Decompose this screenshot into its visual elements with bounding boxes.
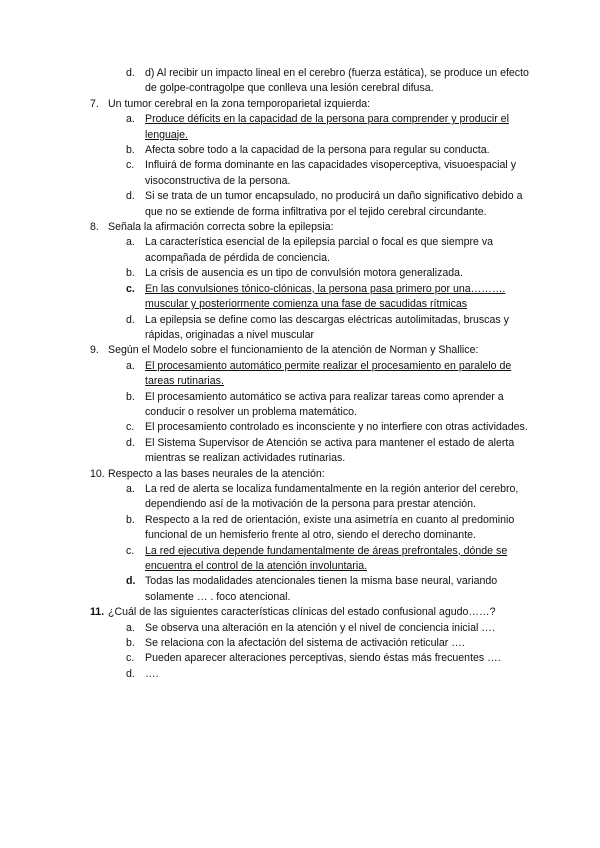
answer-option: [0, 651, 600, 666]
question-text: Según el Modelo sobre el funcionamiento de la atención de Norman y Shallice:: [108, 344, 479, 357]
option-letter: c.: [126, 159, 135, 172]
option-text: La característica esencial de la epilepsia parcial o focal es que siempre va acompañada de pérdida de conciencia.: [145, 236, 494, 264]
answer-option: [0, 66, 600, 97]
question-number: 8.: [90, 221, 99, 234]
option-text: La red ejecutiva depende fundamentalmente de áreas prefrontales, dónde se encuentra el control de la atención involuntaria.: [145, 544, 508, 572]
option-letter: d.: [126, 667, 135, 680]
option-letter: a.: [126, 236, 135, 249]
option-text: Respecto a la red de orientación, existe una asimetría en cuanto al predominio funcional de un hemisferio frente al otro, siendo el derecho dominante.: [145, 513, 515, 542]
option-letter: b.: [126, 267, 135, 280]
answer-option: [0, 544, 600, 575]
option-letter: c.: [126, 652, 135, 665]
option-letter: c.: [126, 544, 135, 557]
option-text: Se relaciona con la afectación del sistema de activación reticular ….: [145, 637, 465, 650]
answer-option: [0, 420, 600, 435]
question-number: 10.: [90, 467, 105, 480]
question-number: 7.: [90, 97, 99, 110]
option-text: La red de alerta se localiza fundamentalmente en la región anterior del cerebro, dependiendo así de la motivación de la persona para prestar atención.: [145, 482, 519, 511]
option-text: Afecta sobre todo a la capacidad de la persona para regular su conducta.: [145, 144, 490, 157]
answer-option: [0, 667, 600, 682]
question: [0, 343, 600, 358]
option-text: En las convulsiones tónico-clónicas, la persona pasa primero por una………. muscular y posteriormente comienza una fase de sacudidas rítmicas: [145, 282, 506, 311]
option-text: Si se trata de un tumor encapsulado, no producirá un daño significativo debido a que no se extiende de forma infiltrativa por el tejido cerebral circundante.: [145, 190, 523, 218]
question-number: 9.: [90, 344, 99, 357]
answer-option: [0, 143, 600, 158]
option-text: Influirá de forma dominante en las capacidades visoperceptiva, visuoespacial y visoconstructiva de la persona.: [145, 159, 516, 187]
answer-option: [0, 189, 600, 220]
option-letter: a.: [126, 113, 135, 126]
answer-option: [0, 112, 600, 143]
answer-option: [0, 621, 600, 636]
option-letter: d.: [126, 190, 135, 203]
option-letter: a.: [126, 482, 135, 495]
option-text: La crisis de ausencia es un tipo de convulsión motora generalizada.: [145, 267, 464, 280]
answer-option: [0, 436, 600, 467]
option-text: El procesamiento controlado es inconsciente y no interfiere con otras actividades.: [145, 421, 528, 434]
option-text: El Sistema Supervisor de Atención se activa para mantener el estado de alerta mientras se realizan actividades rutinarias.: [145, 436, 515, 465]
option-letter: d.: [126, 67, 135, 79]
option-text: La epilepsia se define como las descargas eléctricas autolimitadas, bruscas y rápidas, originadas a nivel muscular: [145, 313, 509, 341]
question: [0, 220, 600, 235]
option-letter: d.: [126, 313, 135, 326]
answer-option: [0, 235, 600, 266]
answer-option: [0, 390, 600, 421]
option-letter: c.: [126, 282, 135, 295]
answer-option: [0, 359, 600, 390]
answer-option: [0, 482, 600, 513]
answer-option: [0, 574, 600, 605]
question-text: Un tumor cerebral en la zona temporoparietal izquierda:: [108, 97, 371, 110]
document-page: [0, 66, 600, 682]
answer-option: [0, 158, 600, 189]
question-number: 11.: [90, 606, 105, 619]
option-text: Pueden aparecer alteraciones perceptivas, siendo éstas más frecuentes ….: [145, 652, 501, 665]
question-text: Señala la afirmación correcta sobre la epilepsia:: [108, 221, 334, 234]
option-letter: d.: [126, 575, 136, 588]
option-text: El procesamiento automático permite realizar el procesamiento en paralelo de tareas rutinarias.: [145, 359, 512, 388]
option-letter: d.: [126, 436, 135, 449]
question-text: Respecto a las bases neurales de la atención:: [108, 467, 325, 480]
option-letter: b.: [126, 637, 135, 650]
option-letter: b.: [126, 390, 135, 403]
option-text: El procesamiento automático se activa para realizar tareas como aprender a conducir o resolver un problema matemático.: [145, 390, 504, 418]
option-letter: c.: [126, 421, 135, 434]
answer-option: [0, 513, 600, 544]
option-text: Produce déficits en la capacidad de la persona para comprender y producir el lenguaje.: [145, 113, 509, 141]
option-text: d) Al recibir un impacto lineal en el cerebro (fuerza estática), se produce un efecto de golpe-contragolpe que conlleva una lesión cerebral difusa.: [145, 67, 529, 95]
answer-option: [0, 266, 600, 281]
option-letter: b.: [126, 144, 135, 157]
answer-option: [0, 313, 600, 344]
option-text: ….: [145, 667, 159, 680]
question: [0, 97, 600, 112]
question-text: ¿Cuál de las siguientes características clínicas del estado confusional agudo……?: [108, 606, 496, 619]
question: [0, 467, 600, 482]
option-text: Se observa una alteración en la atención y el nivel de conciencia inicial ….: [145, 621, 495, 634]
option-text: Todas las modalidades atencionales tienen la misma base neural, variando solamente … . foco atencional.: [145, 575, 498, 603]
option-letter: a.: [126, 621, 135, 634]
question: [0, 605, 600, 620]
answer-option: [0, 636, 600, 651]
option-letter: b.: [126, 513, 135, 526]
answer-option: [0, 282, 600, 313]
option-letter: a.: [126, 359, 135, 372]
